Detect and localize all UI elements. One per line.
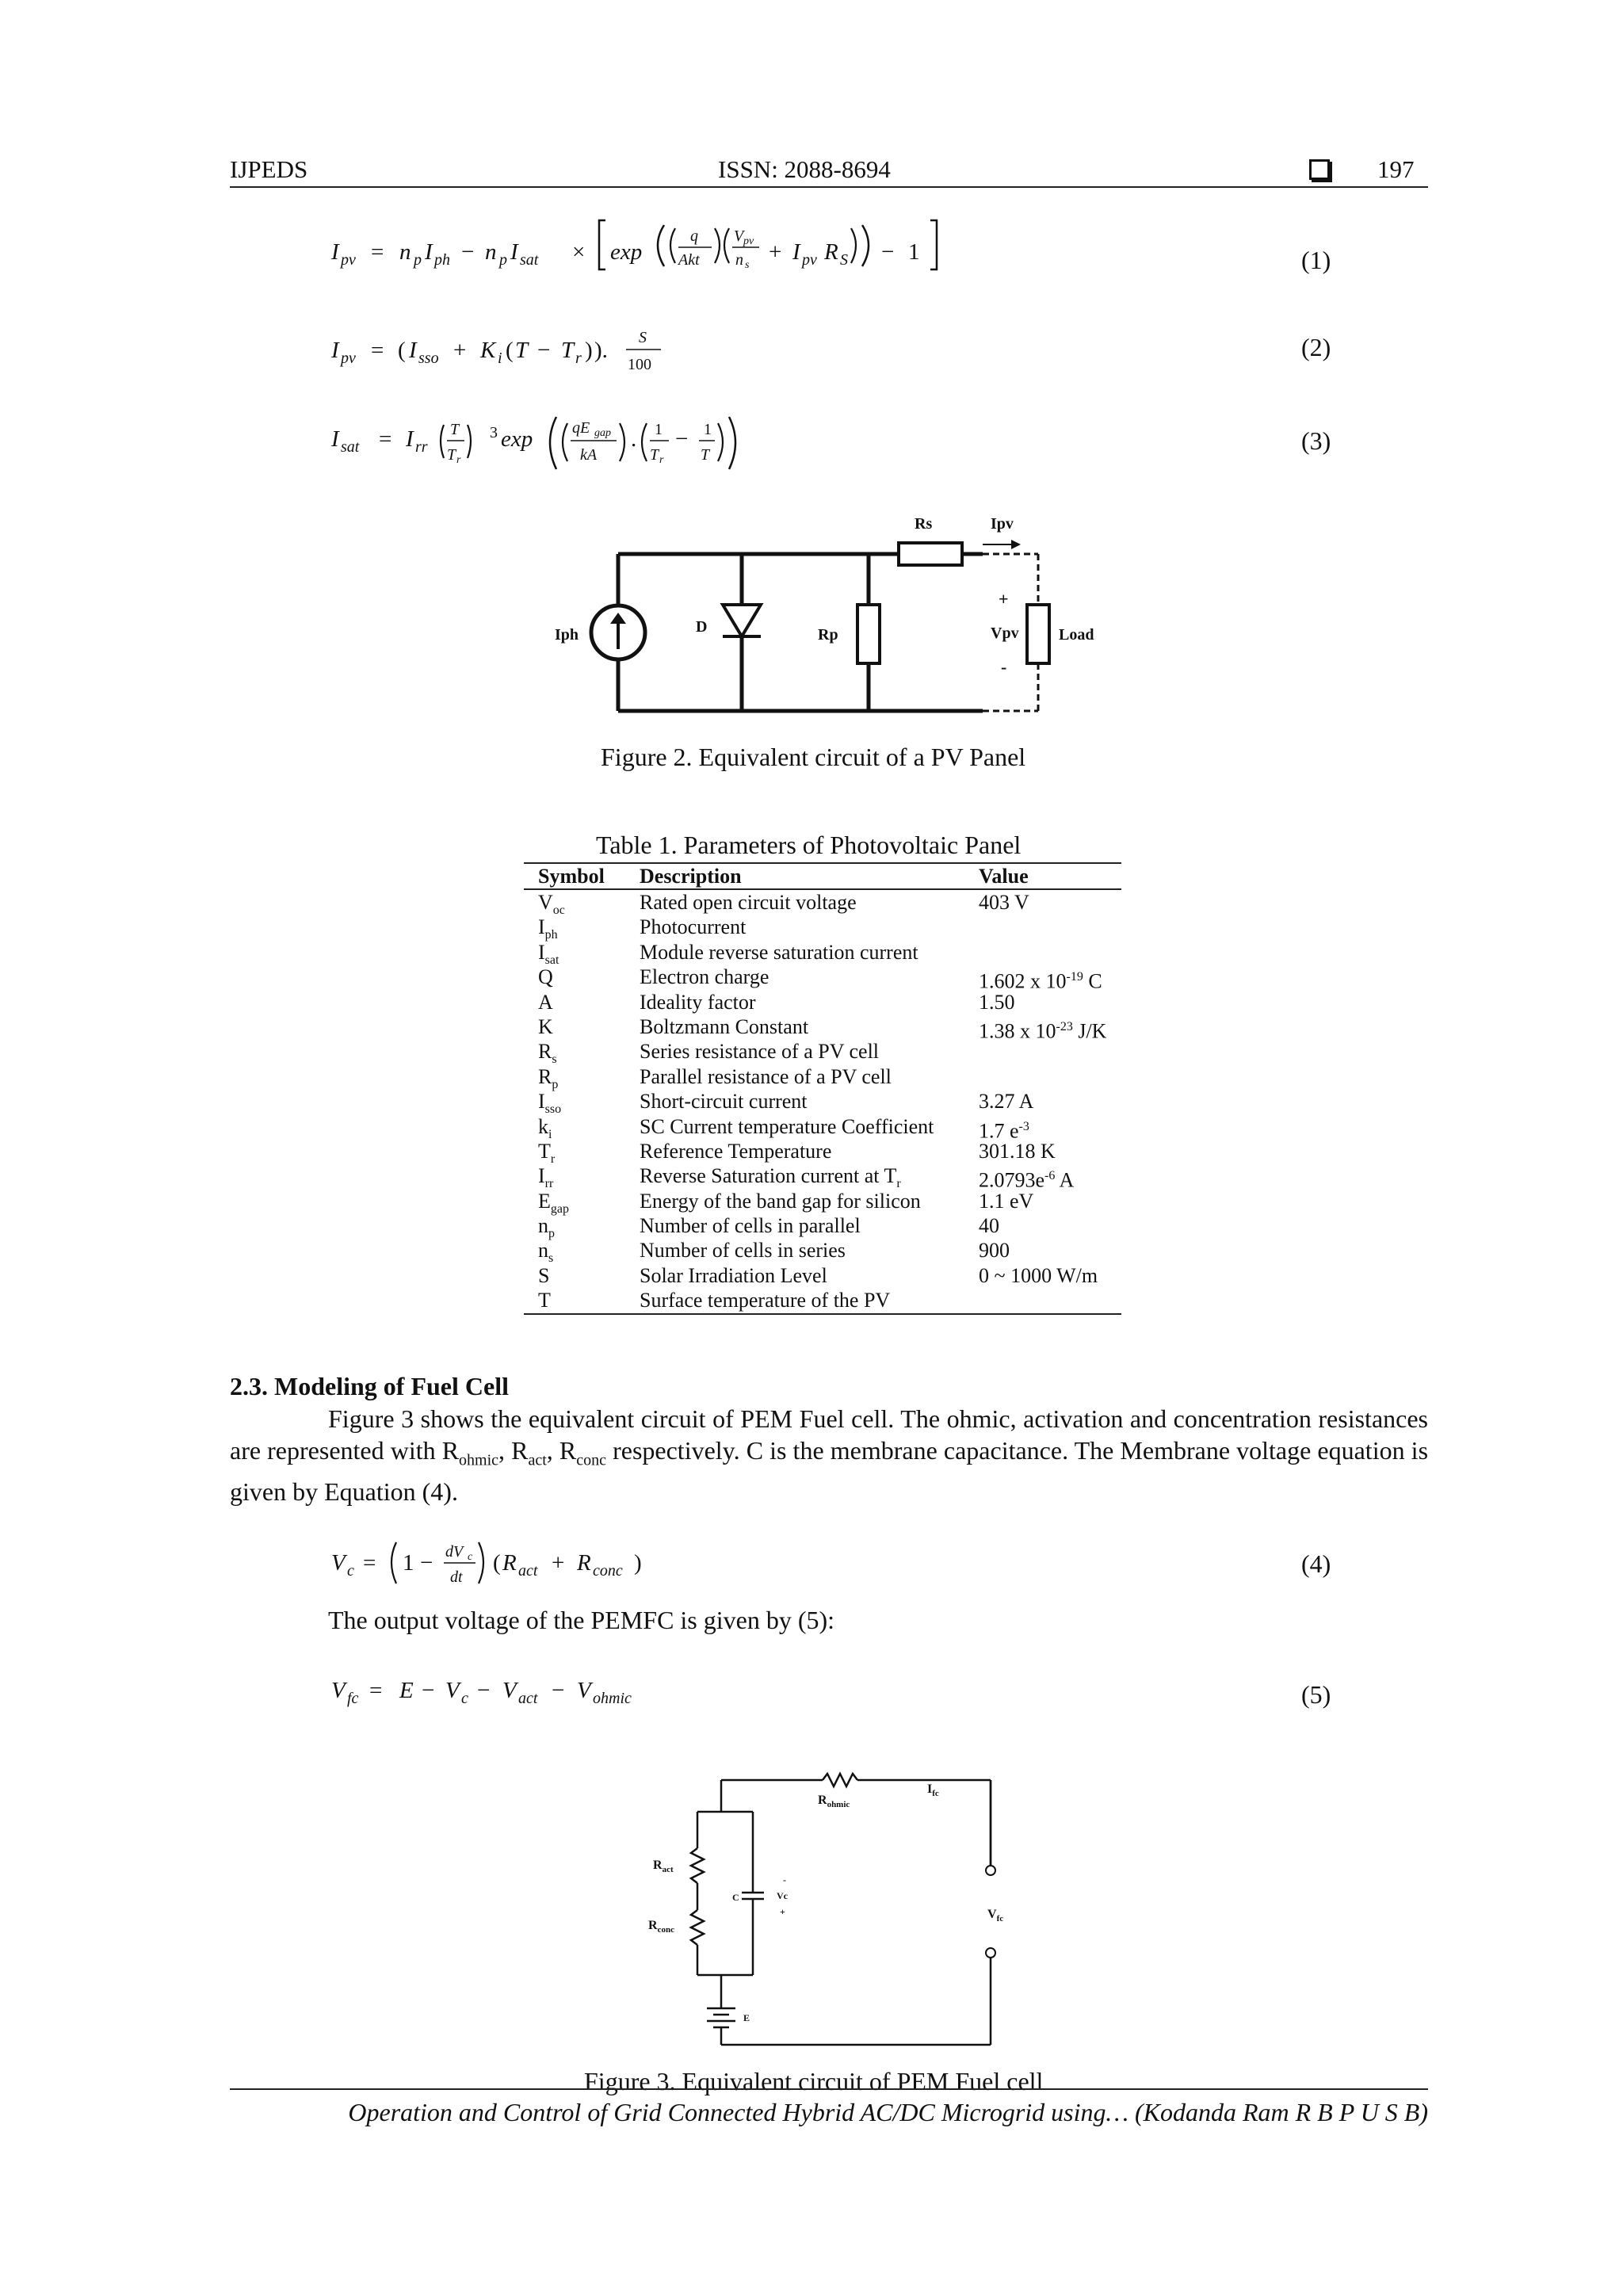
svg-text:s: s [745, 259, 750, 271]
svg-text:ph: ph [434, 251, 450, 269]
svg-text:pv: pv [341, 251, 356, 269]
svg-text:r: r [456, 454, 461, 466]
svg-text:1: 1 [908, 239, 920, 265]
label-v-fc: fc [996, 1914, 1004, 1924]
svg-text:=: = [371, 239, 384, 265]
svg-text:1: 1 [403, 1550, 414, 1576]
table-row [524, 1263, 1121, 1288]
svg-text:R: R [577, 1550, 591, 1576]
svg-text:): ) [585, 338, 593, 363]
cell-description: Series resistance of a PV cell [640, 1040, 880, 1064]
para-part-d: respectively. C is the membrane capacitance. The Membrane voltage equation is given by Equation (4). [230, 1436, 1429, 1507]
cell-symbol: $n_s$ [538, 1239, 554, 1266]
svg-text:dt: dt [450, 1568, 463, 1586]
cell-symbol: $R_s$ [538, 1040, 557, 1067]
cell-description: Ideality factor [640, 990, 756, 1014]
cell-description: Energy of the band gap for silicon [640, 1189, 921, 1213]
svg-text:T: T [450, 421, 460, 438]
svg-text:V: V [331, 1678, 346, 1703]
label-d: D [696, 618, 708, 636]
table-row [524, 1288, 1121, 1312]
svg-text:+: + [769, 239, 782, 265]
svg-text:T: T [561, 338, 575, 363]
cell-symbol: $I_{sat}$ [538, 940, 559, 967]
cell-value: 3.27 A [979, 1090, 1034, 1114]
svg-text:kA: kA [580, 446, 598, 464]
rs-resistor-icon [899, 543, 962, 565]
equation-4 [327, 1530, 691, 1593]
label-c: C [732, 1892, 739, 1903]
svg-text:p: p [499, 251, 507, 269]
svg-text:act: act [518, 1562, 538, 1580]
cell-value [979, 1039, 1121, 1064]
svg-text:i: i [498, 350, 502, 367]
cell-description: Surface temperature of the PV [640, 1289, 891, 1312]
equation-5 [327, 1664, 691, 1720]
section-heading: 2.3. Modeling of Fuel Cell [230, 1372, 509, 1400]
diode-icon [723, 605, 761, 636]
figure-2-pv-circuit [555, 511, 1125, 725]
terminal-bottom-icon [986, 1948, 995, 1958]
svg-text:T: T [650, 446, 659, 464]
footer-running-title: Operation and Control of Grid Connected Hybrid AC/DC Microgrid using… (Kodanda Ram R B P U S B) [348, 2098, 1428, 2126]
cell-value [979, 940, 1121, 965]
label-plus: + [999, 589, 1009, 609]
cell-value: 301.18 K [979, 1139, 1056, 1163]
cell-symbol: Q [538, 965, 553, 989]
header-value: Value [979, 865, 1029, 888]
svg-text:Rohmic [818, 1794, 850, 1809]
equation-5-number: (5) [1301, 1680, 1331, 1709]
cell-symbol: $n_p$ [538, 1214, 555, 1241]
svg-text:V: V [502, 1678, 517, 1703]
svg-text:I: I [792, 239, 800, 265]
cell-value: 1.1 eV [979, 1189, 1034, 1213]
svg-text:exp: exp [610, 239, 643, 265]
svg-text:c: c [347, 1562, 354, 1580]
table-row [524, 1238, 1121, 1266]
header-description: Description [640, 865, 742, 888]
svg-text:qE: qE [572, 419, 590, 437]
svg-text:=: = [369, 1678, 383, 1703]
equation-4-number: (4) [1301, 1549, 1331, 1578]
svg-text:T: T [701, 446, 710, 464]
cell-symbol: T [538, 1289, 551, 1312]
svg-text:r: r [659, 454, 664, 466]
cell-value [979, 1064, 1121, 1089]
svg-text:+: + [552, 1550, 565, 1576]
table-row [524, 1039, 1121, 1067]
table-row [524, 915, 1121, 942]
equation-2-number: (2) [1301, 333, 1331, 361]
label-vc-minus: - [783, 1874, 786, 1885]
cell-description: Solar Irradiation Level [640, 1263, 827, 1287]
issn: ISSN: 2088-8694 [718, 155, 891, 183]
svg-text:=: = [371, 338, 384, 363]
table-row [524, 965, 1121, 993]
svg-text:−: − [881, 239, 895, 265]
header-rule [230, 186, 1428, 188]
svg-text:T: T [447, 446, 456, 464]
table-1-title: Table 1. Parameters of Photovoltaic Panel [596, 831, 1022, 859]
equation-1 [327, 212, 984, 276]
table-header-row [524, 864, 1121, 890]
table-row [524, 1089, 1121, 1117]
svg-text:c: c [468, 1551, 473, 1563]
label-r-ohmic: ohmic [827, 1800, 850, 1809]
cell-value: $2.0793e^{-6}$ A [979, 1168, 1075, 1192]
svg-text:I: I [425, 239, 433, 265]
cell-value: 40 [979, 1214, 999, 1238]
cell-description: Parallel resistance of a PV cell [640, 1064, 892, 1088]
svg-text:n: n [485, 239, 497, 265]
load-resistor-icon [1027, 605, 1049, 663]
cell-description: Rated open circuit voltage [640, 891, 857, 914]
table-row [524, 940, 1121, 965]
figure-3-caption: Figure 3. Equivalent circuit of PEM Fuel cell [584, 2067, 1044, 2095]
svg-text:dV: dV [445, 1543, 464, 1561]
svg-text:S: S [840, 251, 848, 269]
svg-text:T: T [515, 338, 529, 363]
svg-text:conc: conc [593, 1562, 623, 1580]
svg-text:pv: pv [743, 235, 754, 247]
cell-symbol: $T_r$ [538, 1139, 556, 1167]
svg-text:).: ). [594, 338, 608, 363]
svg-text:pv: pv [341, 350, 356, 367]
label-ipv: Ipv [991, 515, 1014, 533]
svg-text:E: E [399, 1678, 414, 1703]
r-letter-act: R [653, 1859, 663, 1872]
cell-description: Reference Temperature [640, 1139, 832, 1163]
equation-2 [327, 320, 691, 384]
equation-3-number: (3) [1301, 426, 1331, 455]
cell-symbol: $I_{ph}$ [538, 915, 558, 942]
svg-text:S: S [639, 329, 647, 346]
r-letter-conc: R [648, 1919, 658, 1932]
table-row [524, 890, 1121, 918]
label-vc-plus: + [780, 1906, 785, 1917]
svg-text:I: I [406, 426, 414, 452]
svg-text:pv: pv [802, 251, 817, 269]
svg-text:I: I [510, 239, 518, 265]
svg-text:sat: sat [341, 438, 360, 456]
svg-text:n: n [735, 251, 743, 269]
svg-text:n: n [399, 239, 411, 265]
svg-text:−: − [675, 426, 689, 452]
table-row [524, 1163, 1121, 1192]
svg-text:×: × [572, 239, 586, 265]
svg-text:−: − [552, 1678, 565, 1703]
svg-text:fc: fc [347, 1690, 359, 1707]
cell-value: 1.7 $e^{-3}$ [979, 1119, 1029, 1143]
equation-3 [327, 396, 802, 476]
journal-name: IJPEDS [230, 155, 308, 183]
box-bullet-icon [1309, 159, 1330, 180]
label-rp: Rp [818, 626, 838, 644]
svg-text:100: 100 [628, 356, 651, 373]
svg-text:K: K [480, 338, 496, 363]
cell-description: Boltzmann Constant [640, 1014, 809, 1038]
cell-symbol: $R_p$ [538, 1064, 559, 1091]
svg-text:Ract [653, 1859, 674, 1874]
cell-description: Module reverse saturation current [640, 940, 918, 964]
figure-3-fuel-cell-circuit [618, 1767, 1030, 2061]
para-part-a: Figure 3 shows the equivalent circuit of PEM Fuel cell. The ohmic, activation and concentration resistances are represented with R [230, 1404, 1428, 1465]
output-voltage-text: The output voltage of the PEMFC is given by (5): [328, 1606, 835, 1634]
cell-value [979, 1288, 1121, 1312]
svg-text:I: I [331, 426, 339, 452]
header-symbol: Symbol [538, 865, 605, 888]
cell-value: 1.38 x $10^{-23}$ J/K [979, 1019, 1107, 1043]
cell-symbol: $E_{gap}$ [538, 1189, 569, 1216]
svg-text:c: c [461, 1690, 468, 1707]
label-load: Load [1059, 626, 1094, 644]
cell-value: 1.602 x $10^{-19}$ C [979, 969, 1102, 993]
label-r-conc: conc [657, 1925, 674, 1935]
table-row [524, 1189, 1121, 1216]
svg-text:sat: sat [520, 251, 539, 269]
svg-text:V: V [331, 1550, 346, 1576]
svg-text:rr: rr [415, 438, 428, 456]
parameters-table [524, 862, 1121, 1315]
svg-text:Vfc [987, 1908, 1003, 1924]
svg-text:exp: exp [501, 426, 533, 452]
para-part-b: , R [498, 1436, 529, 1465]
svg-text:(: ( [398, 338, 406, 363]
table-row [524, 1064, 1121, 1089]
cell-value: 403 V [979, 891, 1029, 914]
rp-resistor-icon [857, 605, 880, 663]
terminal-top-icon [986, 1866, 995, 1875]
section-paragraph [230, 1403, 1428, 1507]
svg-text:sso: sso [418, 350, 439, 367]
cell-description: Short-circuit current [640, 1090, 808, 1114]
svg-text:=: = [363, 1550, 376, 1576]
cell-symbol: S [538, 1263, 550, 1287]
svg-text:ohmic: ohmic [593, 1690, 632, 1707]
svg-text:V: V [734, 227, 744, 245]
label-minus: - [1001, 657, 1007, 677]
table-row [524, 1139, 1121, 1167]
label-e: E [743, 2012, 750, 2023]
svg-text:−: − [420, 1550, 433, 1576]
footer-rule [230, 2088, 1428, 2090]
equation-1-number: (1) [1301, 246, 1331, 274]
svg-text:Rconc [648, 1919, 674, 1935]
cell-description: Number of cells in parallel [640, 1214, 861, 1238]
svg-text:Akt: Akt [678, 251, 700, 269]
svg-text:(: ( [493, 1550, 501, 1576]
v-letter-fc: V [987, 1908, 997, 1921]
svg-text:I: I [331, 239, 339, 265]
table-row [524, 1114, 1121, 1143]
svg-text:R: R [824, 239, 838, 265]
cell-symbol: $I_{sso}$ [538, 1090, 562, 1117]
svg-text:act: act [518, 1690, 538, 1707]
cell-description: Electron charge [640, 965, 769, 989]
cell-symbol: $k_i$ [538, 1114, 552, 1141]
svg-text:r: r [575, 350, 582, 367]
sub-act: act [528, 1451, 547, 1469]
svg-text:(: ( [506, 338, 514, 363]
svg-text:I: I [331, 338, 339, 363]
page-number: 197 [1377, 155, 1415, 183]
cell-value: 900 [979, 1239, 1010, 1263]
label-iph: Iph [555, 626, 579, 644]
cell-symbol: $V_{oc}$ [538, 891, 565, 918]
svg-text:): ) [634, 1550, 642, 1576]
svg-text:1: 1 [655, 421, 663, 438]
current-arrow-icon [1011, 540, 1021, 549]
para-part-c: , R [546, 1436, 577, 1465]
svg-text:q: q [690, 227, 698, 245]
svg-text:−: − [461, 239, 475, 265]
svg-text:1: 1 [704, 421, 712, 438]
cell-description: Reverse Saturation current at $T_r$ [640, 1164, 901, 1191]
table-row [524, 1213, 1121, 1241]
cell-value: 1.50 [979, 990, 1015, 1014]
label-rs: Rs [915, 515, 933, 533]
label-vc: Vc [777, 1890, 788, 1901]
svg-text:gap: gap [594, 427, 611, 439]
table-body [524, 890, 1121, 1313]
sub-conc: conc [576, 1451, 606, 1469]
svg-text:p: p [414, 251, 422, 269]
svg-text:I: I [409, 338, 417, 363]
cell-value: 0 ~ 1000 W/m [979, 1263, 1098, 1287]
cell-description: Number of cells in series [640, 1239, 846, 1263]
label-vpv: Vpv [991, 625, 1019, 642]
cell-symbol: A [538, 990, 553, 1014]
svg-text:−: − [537, 338, 551, 363]
cell-description: SC Current temperature Coefficient [640, 1114, 934, 1138]
sub-ohmic: ohmic [459, 1451, 499, 1469]
label-i-fc: fc [932, 1789, 939, 1798]
i-letter-fc: I [927, 1782, 933, 1796]
svg-text:=: = [379, 426, 392, 452]
label-r-act: act [662, 1865, 674, 1874]
svg-text:Ifc [927, 1782, 939, 1798]
cell-description: Photocurrent [640, 915, 747, 939]
svg-text:.: . [631, 426, 637, 452]
cell-value [979, 915, 1121, 939]
svg-text:V: V [577, 1678, 591, 1703]
svg-text:V: V [445, 1678, 460, 1703]
svg-text:3: 3 [490, 424, 498, 441]
cell-symbol: $I_{rr}$ [538, 1164, 554, 1191]
table-row [524, 1014, 1121, 1043]
r-letter-ohmic: R [818, 1794, 827, 1807]
figure-2-caption: Figure 2. Equivalent circuit of a PV Panel [601, 743, 1026, 771]
svg-text:+: + [453, 338, 467, 363]
svg-text:R: R [502, 1550, 517, 1576]
svg-text:−: − [422, 1678, 435, 1703]
svg-text:−: − [477, 1678, 491, 1703]
cell-symbol: K [538, 1014, 553, 1038]
table-row [524, 990, 1121, 1014]
